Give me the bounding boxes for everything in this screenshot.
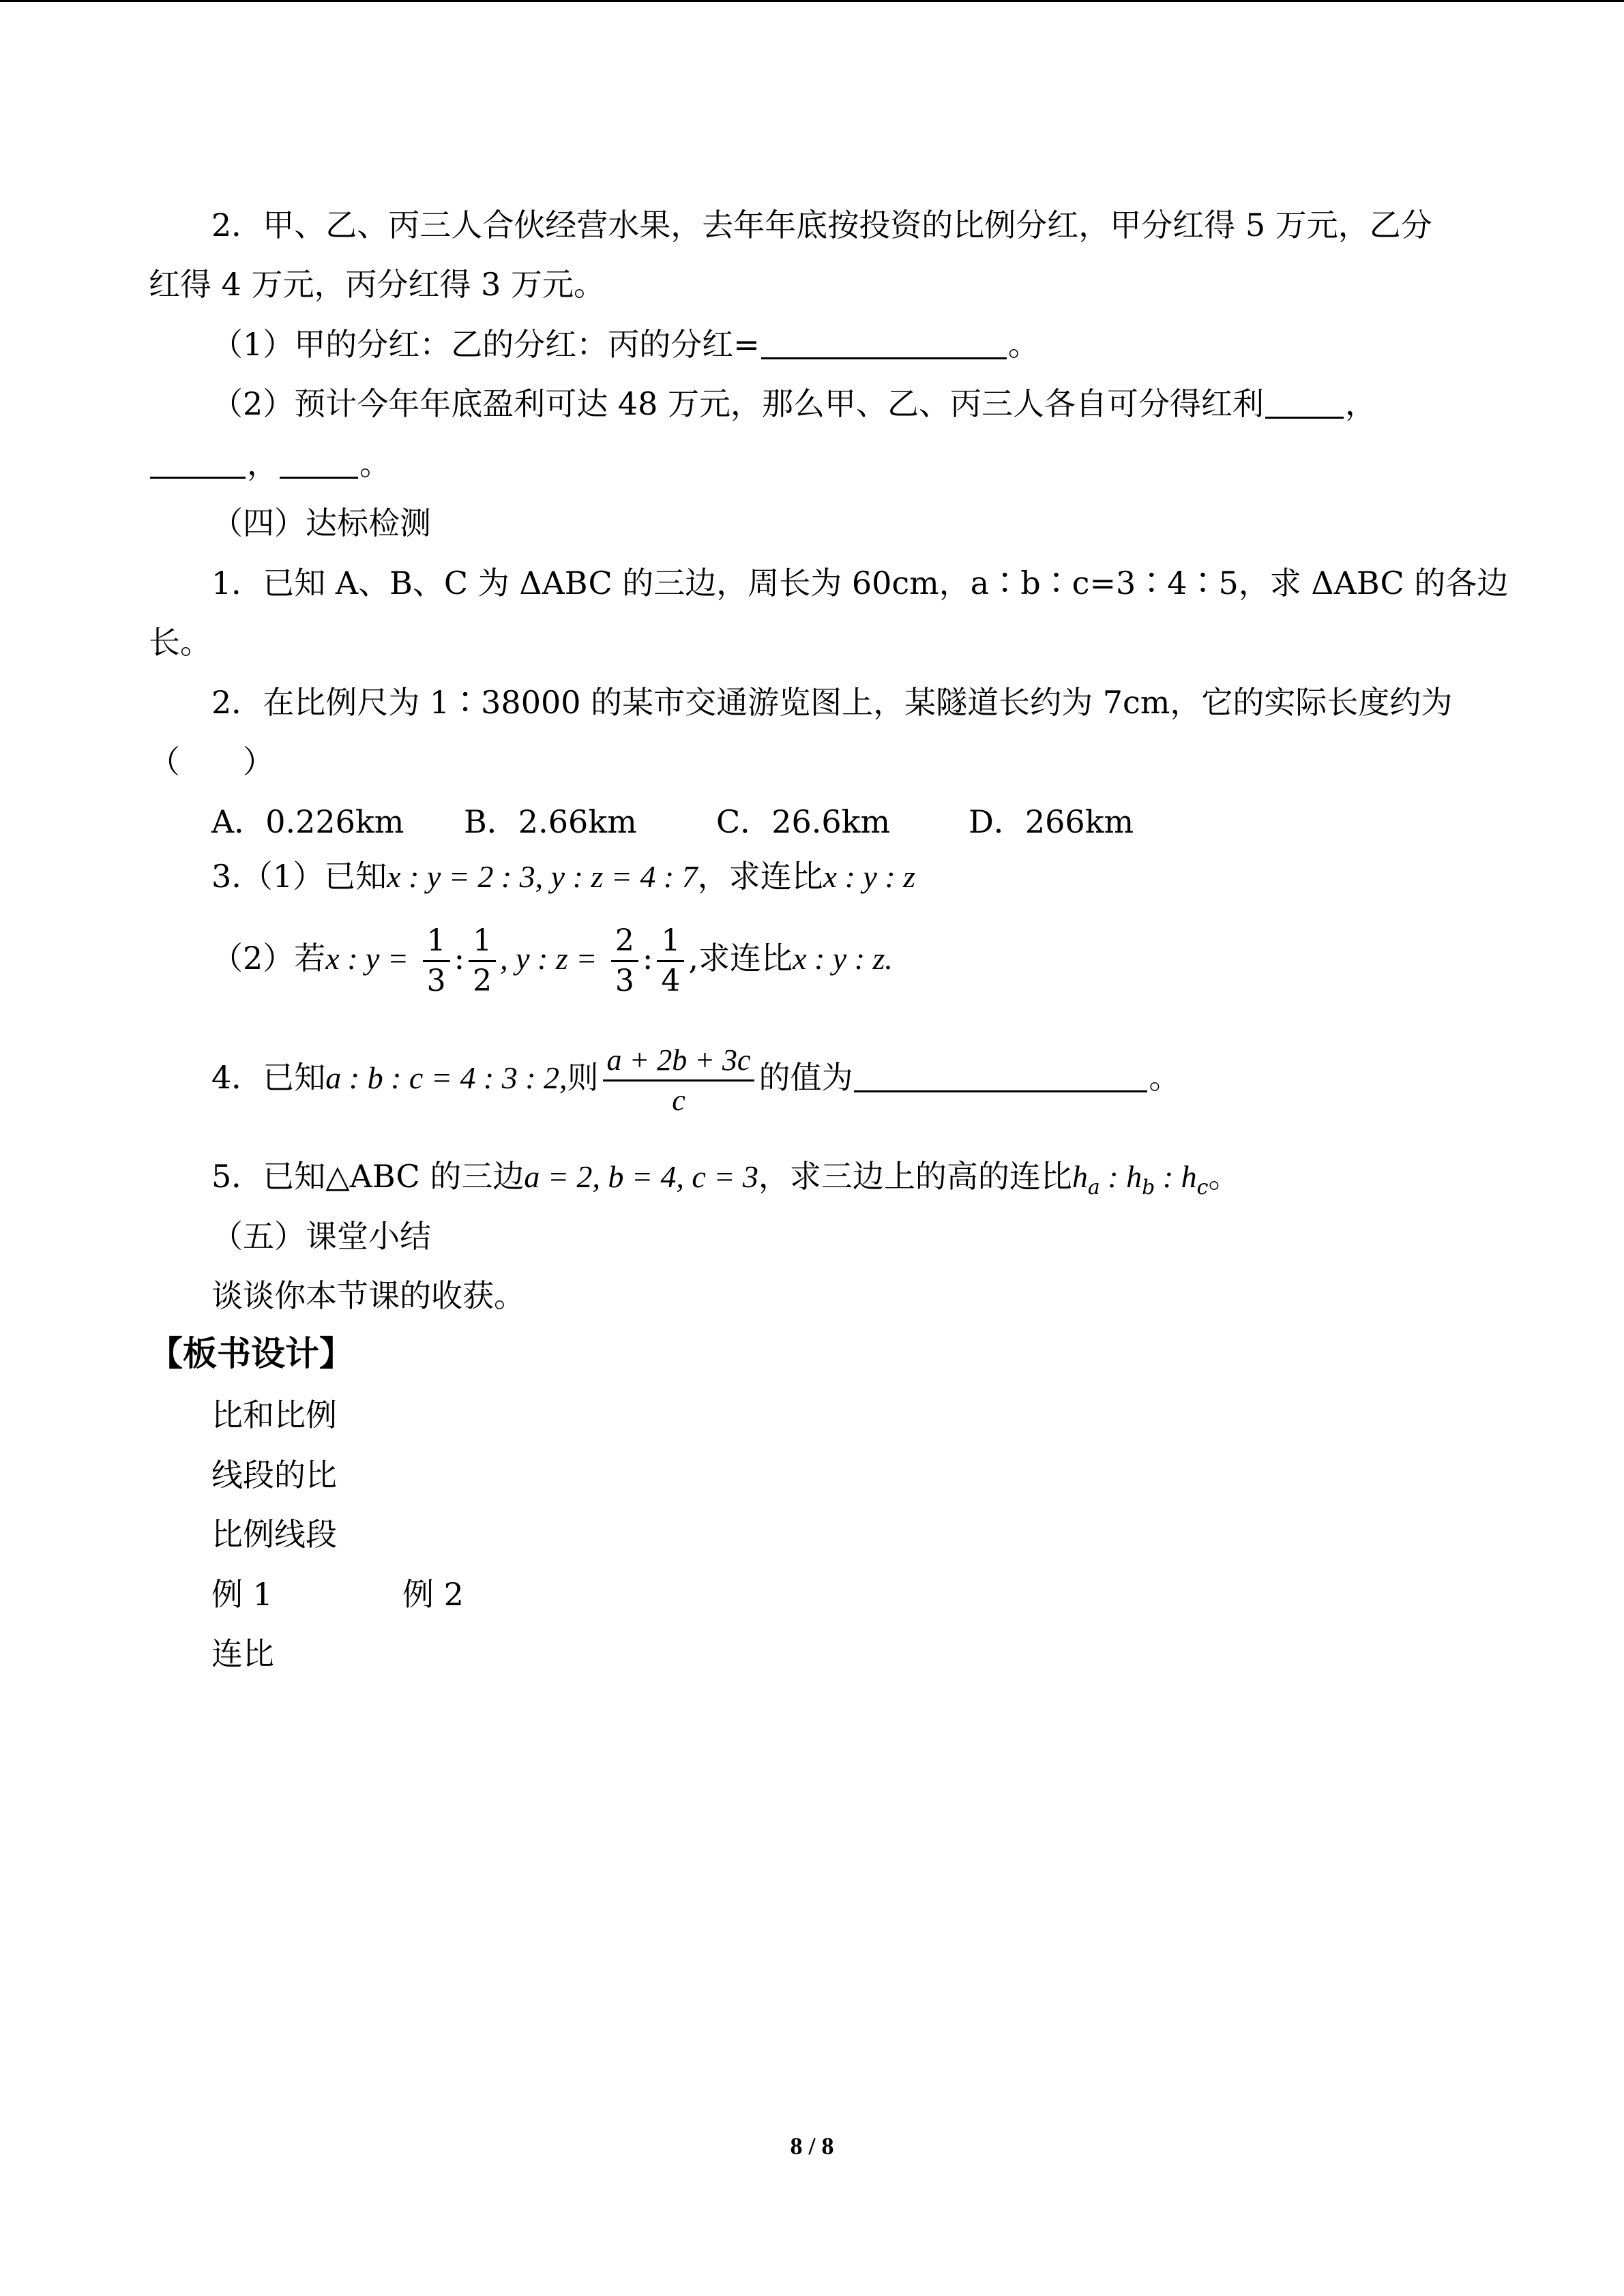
option-b: B．2.66km bbox=[464, 803, 637, 840]
t5-colon: : bbox=[1155, 1159, 1181, 1194]
t3-sub1-mid: ，求连比 bbox=[697, 858, 823, 895]
t2-options bbox=[211, 801, 1134, 842]
t5-math: a = 2, b = 4, c = 3 bbox=[524, 1159, 758, 1194]
board-item: 比例线段 bbox=[211, 1516, 337, 1553]
t3-sub2-prefix: （2）若 bbox=[211, 940, 326, 976]
q2-sub2-text: （2）预计今年年底盈利可达 48 万元，那么甲、乙、丙三人各自可分得红利 bbox=[211, 385, 1265, 422]
t5-sub-a: a bbox=[1087, 1176, 1100, 1199]
board-item: 例 2 bbox=[402, 1576, 464, 1613]
t4 bbox=[211, 1037, 1180, 1120]
t1-line1: 1．已知 A、B、C 为 ΔABC 的三边，周长为 60cm，a∶b∶c=3∶4∶5，求 ΔABC 的各边 bbox=[211, 565, 1509, 601]
fraction bbox=[469, 922, 496, 1000]
q2-stem-line2: 红得 4 万元，丙分红得 3 万元。 bbox=[149, 266, 606, 303]
t3-sub2: （2）若x : y = $\frac{1}{3}$ : $\frac{1}{2}$ , y : z = $\frac{2}{3}$ : $\frac{1}{4}$ ,求连比x : y : z. bbox=[211, 917, 893, 1000]
t4-end: 。 bbox=[1149, 1059, 1181, 1096]
fraction-numerator: 1 bbox=[469, 922, 496, 962]
t4-prefix: 4．已知 bbox=[211, 1059, 326, 1096]
t3-sub2-suffix: ,求连比 bbox=[688, 940, 793, 976]
fraction-numerator: a + 2b + 3c bbox=[603, 1041, 755, 1082]
top-border bbox=[0, 0, 1624, 2]
q2-sub1 bbox=[211, 324, 1039, 365]
t2-line1: 2．在比例尺为 1∶38000 的某市交通游览图上，某隧道长约为 7cm，它的实际长度约为 bbox=[211, 684, 1453, 721]
fraction-numerator: 1 bbox=[657, 922, 684, 962]
q2-stem-line1: 2．甲、乙、丙三人合伙经营水果，去年年底按投资的比例分红，甲分红得 5 万元，乙分 bbox=[211, 207, 1432, 243]
t3-sub2-math-a: x : y = bbox=[325, 941, 409, 976]
board-item: 线段的比 bbox=[211, 1457, 337, 1493]
fraction bbox=[611, 922, 638, 1000]
t5-prefix: 5．已知△ABC 的三边 bbox=[211, 1158, 525, 1195]
option-a: A．0.226km bbox=[211, 803, 404, 840]
t3-sub1-math: x : y = 2 : 3, y : z = 4 : 7 bbox=[387, 859, 698, 894]
q2-sub2-comma: ， bbox=[1345, 385, 1377, 422]
answer-blank[interactable] bbox=[1265, 389, 1344, 419]
answer-blank[interactable] bbox=[150, 449, 246, 479]
t3-sub1 bbox=[211, 856, 915, 897]
t3-sub1-prefix: 3.（1）已知 bbox=[211, 858, 387, 895]
t2-line2: （ ） bbox=[149, 743, 274, 780]
t3-sub2-math-c: x : y : z. bbox=[793, 941, 893, 976]
q2-sub2-end: 。 bbox=[359, 445, 391, 482]
t5-sub-b: b bbox=[1142, 1176, 1155, 1199]
t4-math: a : b : c = 4 : 3 : 2, bbox=[325, 1060, 567, 1095]
summary-text: 谈谈你本节课的收获。 bbox=[211, 1277, 525, 1314]
option-c: C．26.6km bbox=[716, 803, 891, 840]
t3-sub2-math-b: , y : z = bbox=[500, 941, 597, 976]
answer-blank[interactable] bbox=[761, 330, 1007, 359]
fraction-denominator: 3 bbox=[426, 963, 446, 998]
fraction bbox=[657, 922, 684, 1000]
board-item: 比和比例 bbox=[211, 1397, 337, 1433]
q2-sub1-text: （1）甲的分红：乙的分红：丙的分红= bbox=[211, 326, 760, 363]
t5-colon: : bbox=[1099, 1159, 1127, 1194]
fraction bbox=[423, 922, 450, 1000]
fraction-denominator: 2 bbox=[473, 963, 492, 998]
page-number: 8 / 8 bbox=[790, 2132, 834, 2160]
q2-sub2 bbox=[211, 383, 1376, 424]
t5-sub-c: c bbox=[1196, 1176, 1209, 1199]
board-item: 例 1 bbox=[211, 1576, 273, 1613]
q2-sub2-cont-comma: ， bbox=[247, 445, 278, 482]
t5-h: h bbox=[1126, 1159, 1142, 1194]
fraction-denominator: 4 bbox=[661, 963, 681, 998]
t5-h: h bbox=[1072, 1159, 1088, 1194]
q2-sub1-end: 。 bbox=[1007, 326, 1039, 363]
fraction-numerator: 1 bbox=[423, 922, 450, 962]
t5-mid: ，求三边上的高的连比 bbox=[758, 1158, 1072, 1195]
t5-end: 。 bbox=[1208, 1158, 1240, 1195]
fraction-denominator: c bbox=[672, 1083, 685, 1117]
t4-suffix: 的值为 bbox=[758, 1059, 853, 1096]
section4-title: （四）达标检测 bbox=[211, 505, 431, 541]
t1-line2: 长。 bbox=[149, 624, 211, 661]
t5-h: h bbox=[1181, 1159, 1197, 1194]
q2-sub2-cont bbox=[149, 443, 391, 484]
answer-blank[interactable] bbox=[854, 1063, 1147, 1092]
fraction-denominator: 3 bbox=[615, 963, 634, 998]
t3-sub1-math2: x : y : z bbox=[823, 859, 916, 894]
section5-title: （五）课堂小结 bbox=[211, 1218, 431, 1255]
board-item: 连比 bbox=[211, 1635, 274, 1672]
fraction-numerator: 2 bbox=[611, 922, 638, 962]
board-title: 【板书设计】 bbox=[149, 1334, 353, 1373]
option-d: D．266km bbox=[969, 803, 1134, 840]
fraction bbox=[603, 1041, 755, 1120]
answer-blank[interactable] bbox=[280, 449, 358, 479]
t4-then: 则 bbox=[567, 1059, 599, 1096]
t5 bbox=[211, 1156, 1239, 1208]
